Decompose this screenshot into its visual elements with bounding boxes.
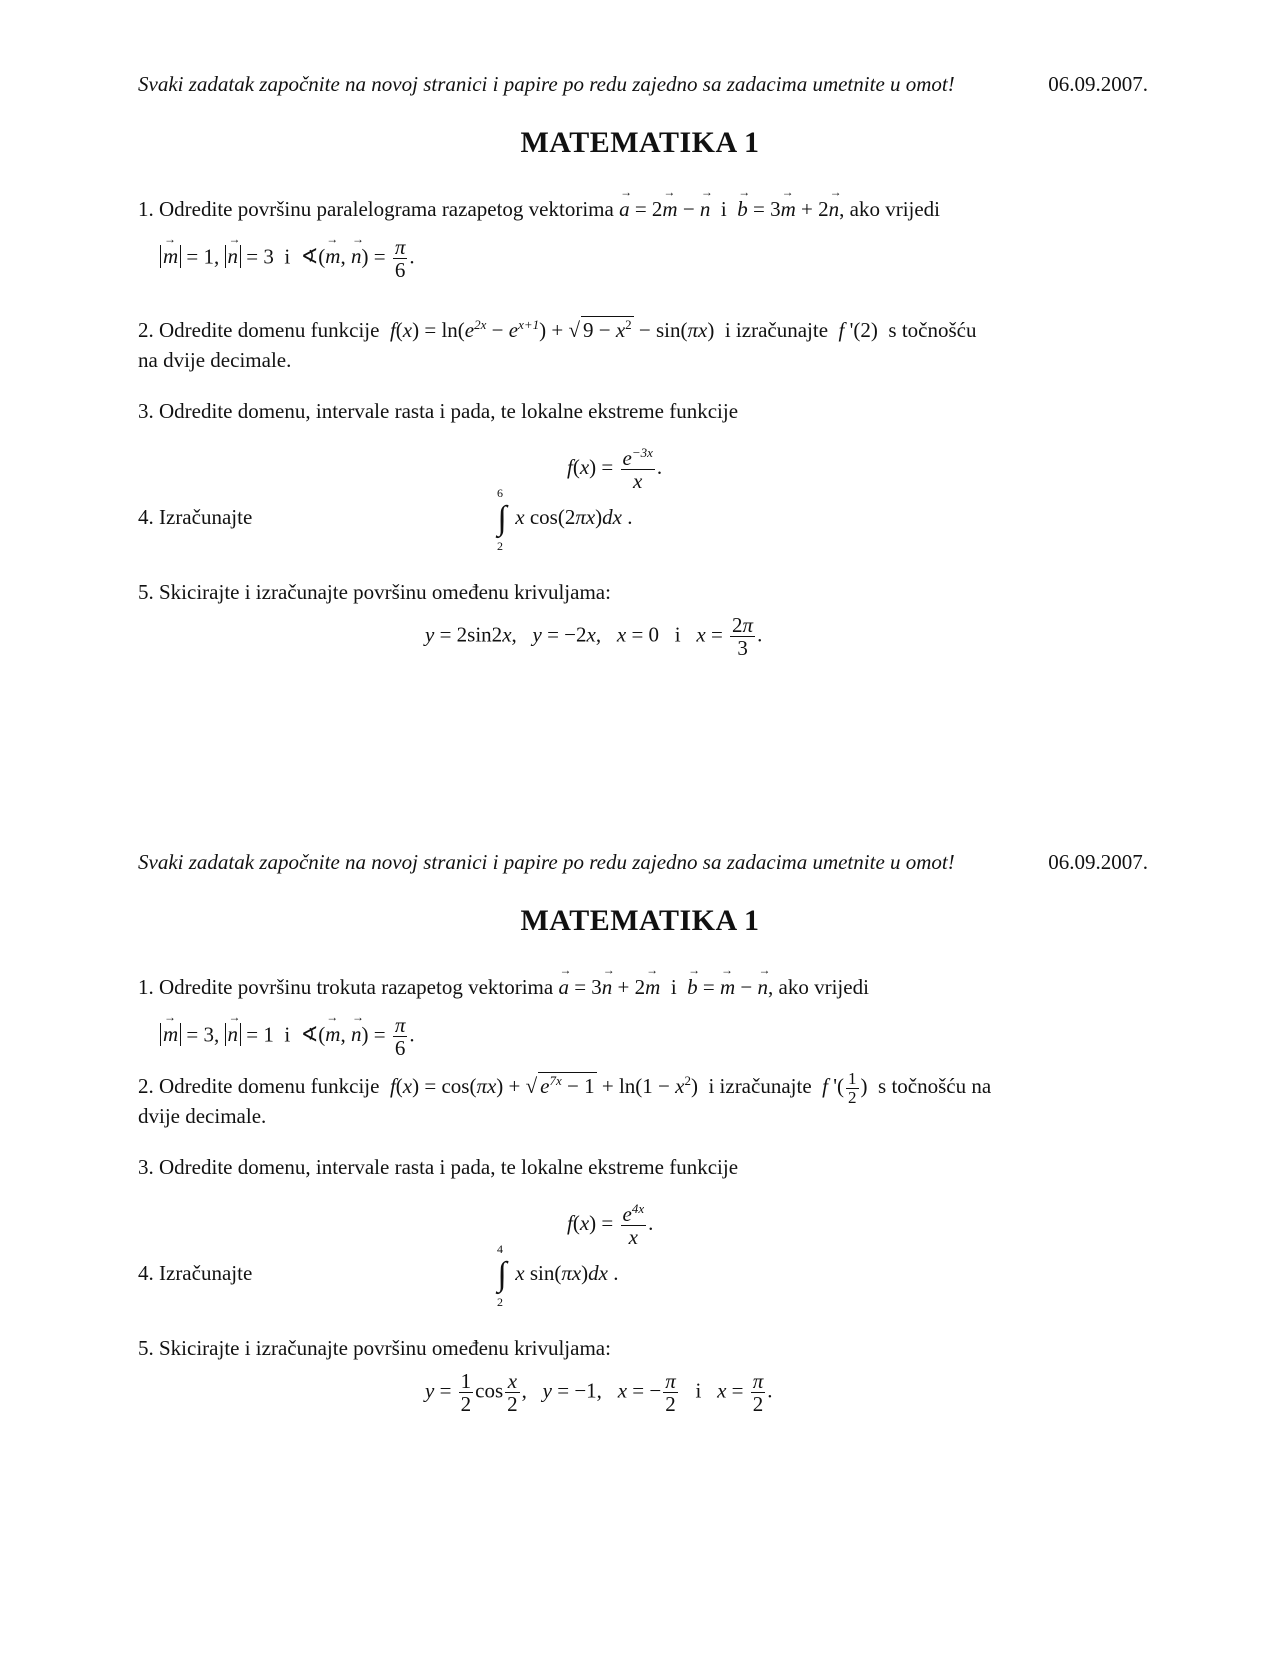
- header-note: Svaki zadatak započnite na novoj stranici i papire po redu zajedno sa zadacima umetnite u omot!: [138, 850, 955, 874]
- exam-title: MATEMATIKA 1: [520, 904, 760, 937]
- vector-a-expr: = 3n → + 2m →: [574, 975, 660, 999]
- problem-5: 5. Skicirajte i izračunajte površinu omeđenu krivuljama:: [138, 580, 611, 604]
- problem-3: 3. Odredite domenu, intervale rasta i pada, te lokalne ekstreme funkcije: [138, 1155, 739, 1179]
- exam-date: 06.09.2007.: [1048, 850, 1148, 874]
- problem-4-integral: ∫ 4 2 x sin(πx)dx .: [494, 1256, 619, 1294]
- problem-2-intro: 2. Odredite domenu funkcije: [138, 1074, 380, 1099]
- header-note: Svaki zadatak započnite na novoj stranici i papire po redu zajedno sa zadacima umetnite u omot!: [138, 72, 955, 96]
- fraction-pi-over-6: $\frac{\pi}{6}$: [394, 235, 406, 283]
- integral-sign: ∫ 6 2: [497, 486, 507, 553]
- problem-5: 5. Skicirajte i izračunajte površinu omeđenu krivuljama:: [138, 1336, 611, 1360]
- problem-1-intro: 1. Odredite površinu trokuta razapetog vektorima: [138, 975, 554, 999]
- problem-5-curves: y = 2sin2x, y = −2x, x = 0 i x = $\frac{2\pi}{3}$ .: [425, 613, 763, 661]
- exam-title: MATEMATIKA 1: [520, 126, 760, 159]
- header: [138, 850, 1148, 875]
- fraction-pi-over-6: $\frac{\pi}{6}$: [394, 1013, 406, 1061]
- exam-date: 06.09.2007.: [1048, 72, 1148, 96]
- problem-2-tail: s točnošću: [888, 318, 977, 342]
- problem-1-conditions: m → = 1, n → = 3 i ∢(m →, n →) = $\frac{\pi}{6}$ .: [160, 236, 415, 281]
- problem-1-intro: 1. Odredite površinu paralelograma razapetog vektorima: [138, 197, 614, 221]
- integral-upper-bound: 4: [497, 1242, 503, 1256]
- integral-upper-bound: 6: [497, 486, 503, 500]
- problem-3-function: f(x) = $\frac{e^{4x}}{x}$ .: [567, 1201, 654, 1250]
- problem-1-tail: , ako vrijedi: [839, 197, 941, 221]
- vector-b: b → = m → − n →: [687, 975, 768, 999]
- problem-4: 4. Izračunajte: [138, 505, 253, 529]
- integral-lower-bound: 2: [497, 1295, 503, 1309]
- problem-4: 4. Izračunajte: [138, 1261, 253, 1285]
- vector-a: a →: [619, 197, 630, 221]
- header: [138, 72, 1148, 97]
- vector-a: a →: [558, 975, 569, 999]
- problem-2-tail: s točnošću na: [878, 1074, 992, 1099]
- problem-2-mid: i izračunajte: [708, 1074, 812, 1099]
- problem-1-tail: , ako vrijedi: [768, 975, 869, 999]
- problem-2: [138, 316, 976, 343]
- vector-b: b → = 3m → + 2n →: [737, 197, 839, 221]
- problem-2-point: f '( $\frac{1}{2}$ ): [822, 1069, 868, 1107]
- problem-2-line2: na dvije decimale.: [138, 348, 292, 372]
- problem-2-intro: 2. Odredite domenu funkcije: [138, 318, 380, 342]
- problem-4-integral: ∫ 6 2 x cos(2πx)dx .: [494, 500, 633, 538]
- problem-2-mid: i izračunajte: [724, 318, 829, 342]
- problem-1-conditions: m → = 3, n → = 1 i ∢(m →, n →) = $\frac{\pi}{6}$ .: [160, 1014, 415, 1059]
- problem-2-function: $f(x) = \ln(e^{2x} - e^{x+1})$ + √ $9 - x^2 - \sin(\pi x)$: [389, 317, 715, 342]
- integral-lower-bound: 2: [497, 539, 503, 553]
- problem-5-curves: y = $\frac{1}{2}$ cos $\frac{x}{2}$ , y = −1, x = − $\frac{\pi}{2}$ i x = $\frac{\pi}{2}$ .: [425, 1369, 773, 1417]
- problem-2-point: f '(2): [838, 318, 878, 342]
- vector-a-expr: = 2m → − n →: [635, 197, 711, 221]
- problem-2: [138, 1070, 991, 1107]
- integral-sign: ∫ 4 2: [497, 1242, 507, 1309]
- problem-2-function: f(x) = cos(πx) + √ $e^{7x} - 1 + \ln(1 - x^2)$: [389, 1073, 698, 1099]
- problem-3-function: f(x) = $\frac{e^{-3x}}{x}$ .: [567, 445, 663, 494]
- problem-2-line2: dvije decimale.: [138, 1104, 267, 1128]
- problem-3: 3. Odredite domenu, intervale rasta i pada, te lokalne ekstreme funkcije: [138, 399, 739, 423]
- problem-1: 1. Odredite površinu trokuta razapetog vektorima a → = 3n → + 2m → i b → = m → − n →, ako vrijedi: [138, 975, 869, 1000]
- problem-1: 1. Odredite površinu paralelograma razapetog vektorima a → = 2m → − n → i b → = 3m → + 2n →, ako vrijedi: [138, 197, 940, 222]
